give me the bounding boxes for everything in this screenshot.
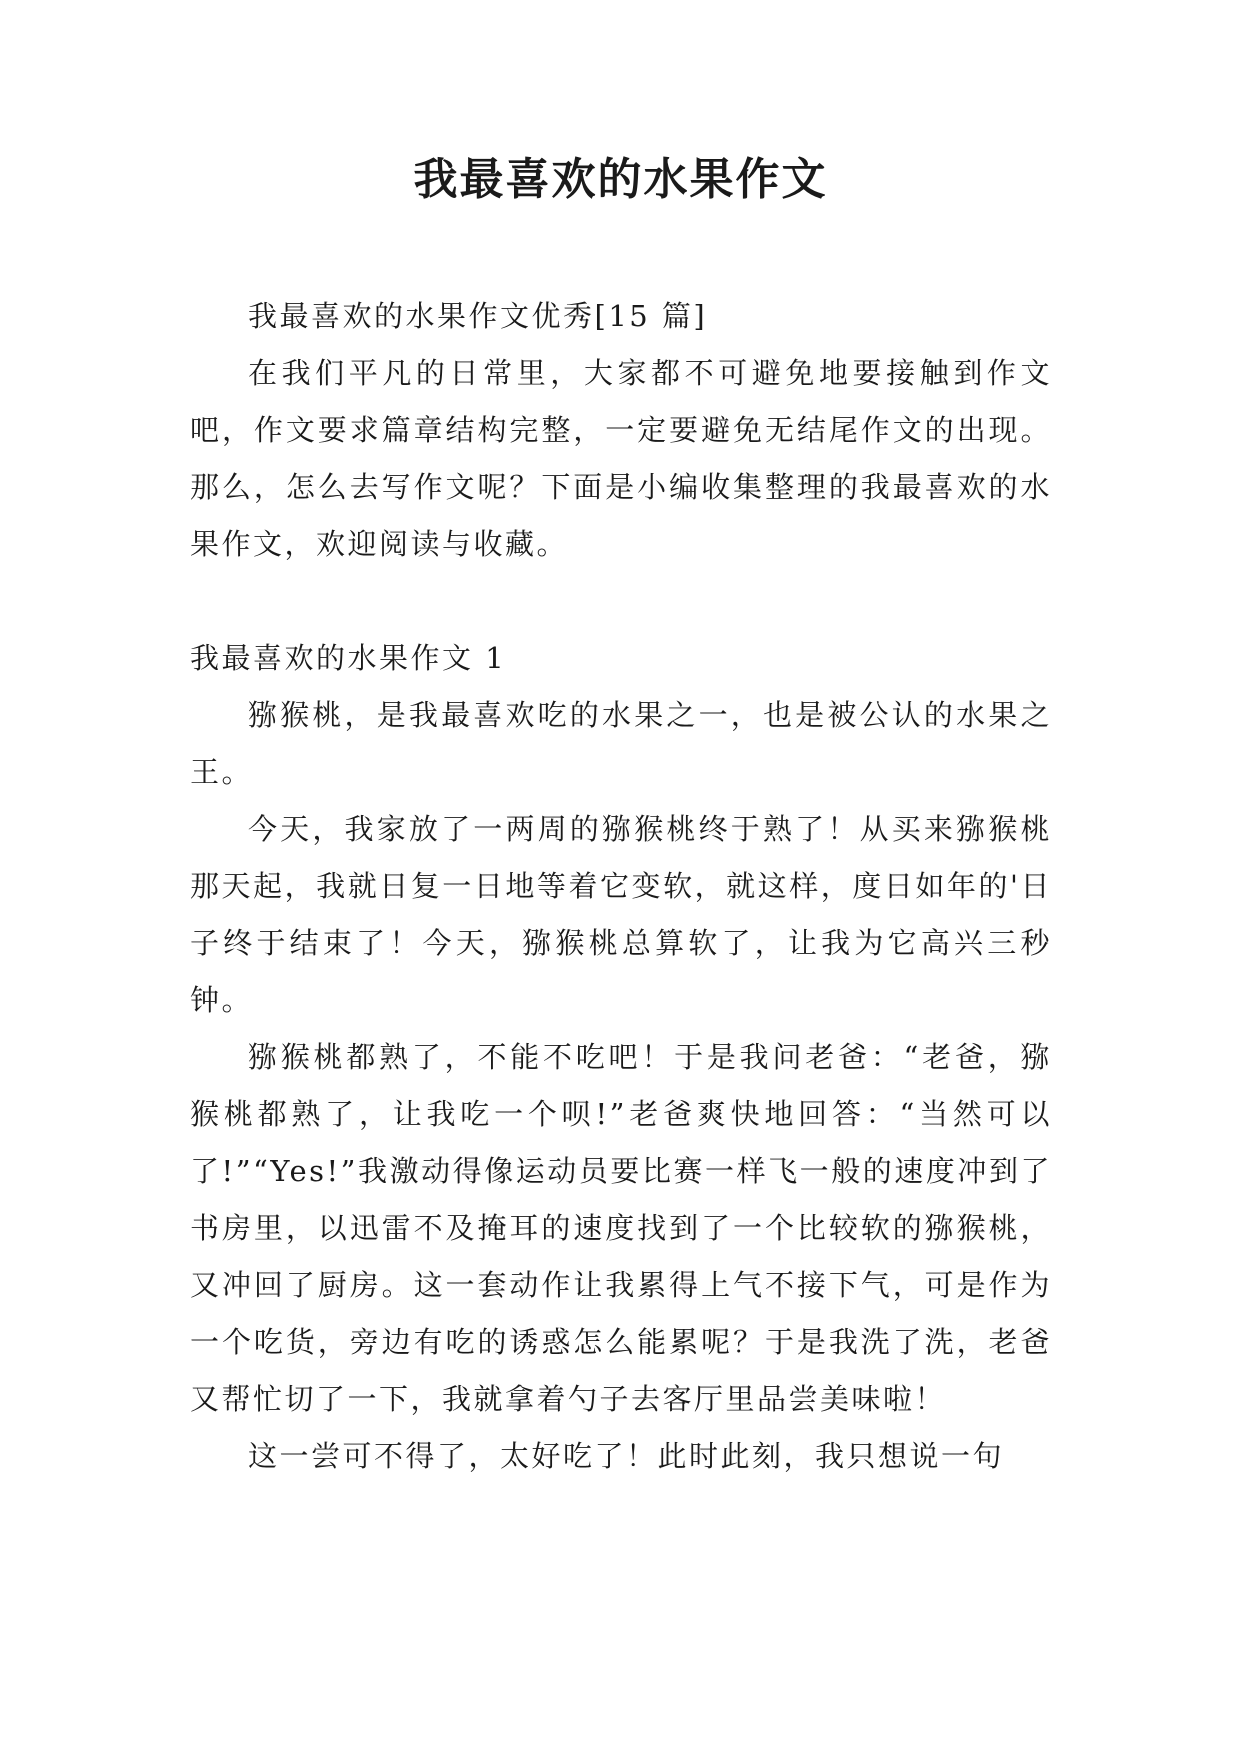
body-paragraph: 猕猴桃，是我最喜欢吃的水果之一，也是被公认的水果之王。 [190,698,1052,789]
section-gap [190,573,1052,630]
intro-paragraph: 在我们平凡的日常里，大家都不可避免地要接触到作文吧，作文要求篇章结构完整，一定要避免无结尾作文的出现。那么，怎么去写作文呢？下面是小编收集整理的我最喜欢的水果作文，欢迎阅读与收藏。 [190,356,1052,561]
section-heading: 我最喜欢的水果作文 1 [190,641,507,675]
document-title: 我最喜欢的水果作文 [413,154,828,205]
document-body [190,288,1052,1485]
document-subtitle: 我最喜欢的水果作文优秀[15 篇] [248,299,708,333]
body-paragraph: 猕猴桃都熟了，不能不吃吧！于是我问老爸：“老爸，猕猴桃都熟了，让我吃一个呗!”老爸爽快地回答：“当然可以了!”“Yes!”我激动得像运动员要比赛一样飞一般的速度冲到了书房里，以迅雷不及掩耳的速度找到了一个比较软的猕猴桃，又冲回了厨房。这一套动作让我累得上气不接下气，可是作为一个吃货，旁边有吃的诱惑怎么能累呢？于是我洗了洗，老爸又帮忙切了一下，我就拿着勺子去客厅里品尝美味啦！ [190,1040,1052,1416]
body-paragraph: 这一尝可不得了，太好吃了！此时此刻，我只想说一句 [248,1439,1005,1473]
body-paragraph: 今天，我家放了一两周的猕猴桃终于熟了！从买来猕猴桃那天起，我就日复一日地等着它变软，就这样，度日如年的'日子终于结束了！今天，猕猴桃总算软了，让我为它高兴三秒钟。 [190,812,1052,1017]
